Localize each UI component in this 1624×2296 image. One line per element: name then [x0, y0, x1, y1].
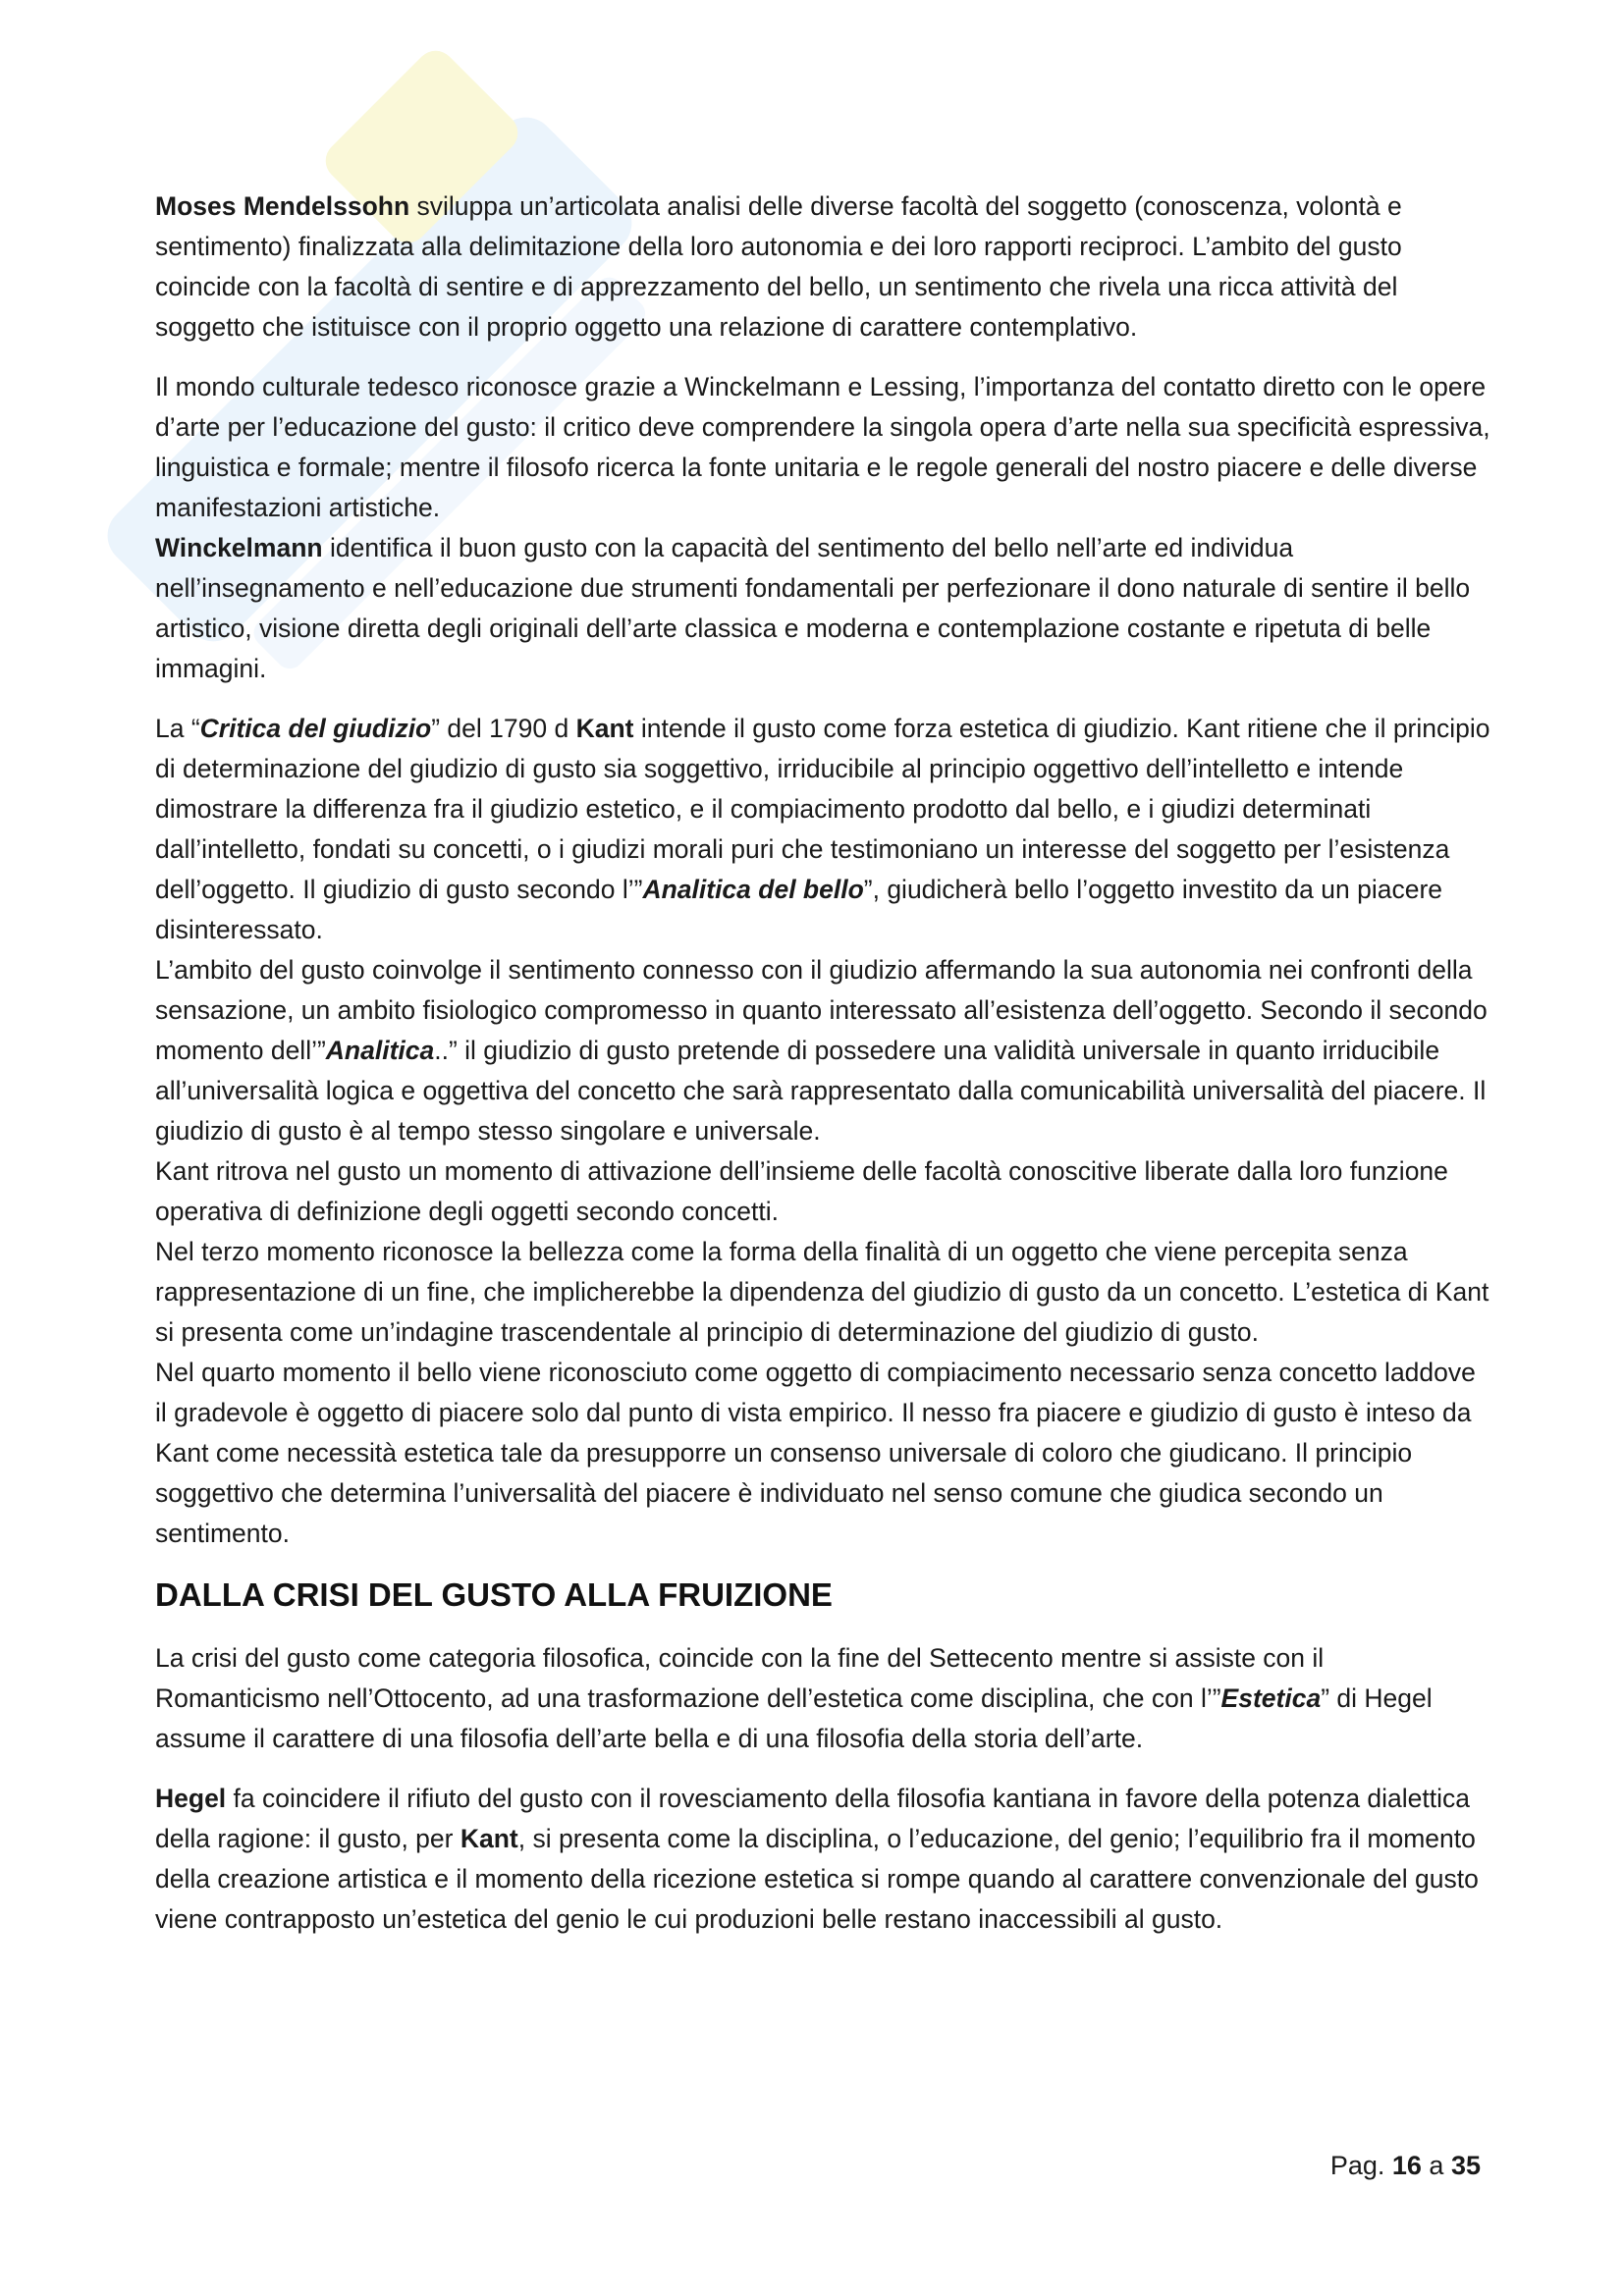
- title-analitica-bello: Analitica del bello: [642, 875, 864, 904]
- name-winckelmann: Winckelmann: [155, 533, 323, 562]
- name-hegel: Hegel: [155, 1784, 227, 1813]
- paragraph-faculties: Kant ritrova nel gusto un momento di attivazione dell’insieme delle facoltà conoscitive liberate dalla loro funzione operativa di definizione degli oggetti secondo concetti.: [155, 1156, 1448, 1226]
- paragraph-hegel: Hegel fa coincidere il rifiuto del gusto con il rovesciamento della filosofia kantiana in favore della potenza dialettica della ragione: il gusto, per Kant, si presenta come la disciplina, o l’educazione, del genio; l’equilibrio fra il momento della creazione artistica e il momento della ricezione estetica si rompe quando al carattere convenzionale del gusto viene contrapposto un’estetica del genio le cui produzioni belle restano inaccessibili al gusto.: [155, 1784, 1479, 1934]
- paragraph-kant-critica: La “Critica del giudizio” del 1790 d Kant intende il gusto come forza estetica di giudizio. Kant ritiene che il principio di determinazione del giudizio di gusto sia soggettivo, irriducibile al principio oggettivo dell’intelletto e intende dimostrare la differenza fra il giudizio estetico, e il compiacimento prodotto dal bello, e i giudizi determinati dall’intelletto, fondati su concetti, o i giudizi morali puri che testimoniano un interesse del soggetto per l’esistenza dell’oggetto. Il giudizio di gusto secondo l’”Analitica del bello”, giudicherà bello l’oggetto investito da un piacere disinteressato.: [155, 714, 1490, 944]
- paragraph-second-moment: L’ambito del gusto coinvolge il sentimento connesso con il giudizio affermando la sua autonomia nei confronti della sensazione, un ambito fisiologico compromesso in quanto interessato all’esistenza dell’oggetto. Secondo il secondo momento dell’”Analitica..” il giudizio di gusto pretende di possedere una validità universale in quanto irriducibile all’universalità logica e oggettiva del concetto che sarà rappresentato dalla comunicabilità universalità del piacere. Il giudizio di gusto è al tempo stesso singolare e universale.: [155, 955, 1488, 1146]
- title-estetica: Estetica: [1220, 1683, 1322, 1713]
- name-mendelssohn: Moses Mendelssohn: [155, 191, 410, 221]
- paragraph-mendelssohn: Moses Mendelssohn sviluppa un’articolata analisi delle diverse facoltà del soggetto (conoscenza, volontà e sentimento) finalizzata alla delimitazione della loro autonomia e dei loro rapporti reciproci. L’ambito del gusto coincide con la facoltà di sentire e di apprezzamento del bello, un sentimento che rivela una ricca attività del soggetto che istituisce con il proprio oggetto una relazione di carattere contemplativo.: [155, 191, 1402, 342]
- name-kant: Kant: [575, 714, 634, 743]
- paragraph-culture: Il mondo culturale tedesco riconosce grazie a Winckelmann e Lessing, l’importanza del contatto diretto con le opere d’arte per l’educazione del gusto: il critico deve comprendere la singola opera d’arte nella sua specificità espressiva, linguistica e formale; mentre il filosofo ricerca la fonte unitaria e le regole generali del nostro piacere e delle diverse manifestazioni artistiche.: [155, 372, 1490, 522]
- paragraph-crisis: La crisi del gusto come categoria filosofica, coincide con la fine del Settecento mentre si assiste con il Romanticismo nell’Ottocento, ad una trasformazione dell’estetica come disciplina, che con l’”Estetica” di Hegel assume il carattere di una filosofia dell’arte bella e di una filosofia della storia dell’arte.: [155, 1643, 1433, 1753]
- title-critica: Critica del giudizio: [199, 714, 432, 743]
- current-page: 16: [1391, 2151, 1422, 2180]
- paragraph-third-moment: Nel terzo momento riconosce la bellezza come la forma della finalità di un oggetto che viene percepita senza rappresentazione di un fine, che implicherebbe la dipendenza del giudizio di gusto da un concetto. L’estetica di Kant si presenta come un’indagine trascendentale al principio di determinazione del giudizio di gusto.: [155, 1237, 1489, 1347]
- total-pages: 35: [1450, 2151, 1481, 2180]
- paragraph-fourth-moment: Nel quarto momento il bello viene riconosciuto come oggetto di compiacimento necessario senza concetto laddove il gradevole è oggetto di piacere solo dal punto di vista empirico. Il nesso fra piacere e giudizio di gusto è inteso da Kant come necessità estetica tale da presupporre un consenso universale di coloro che giudicano. Il principio soggettivo che determina l’universalità del piacere è individuato nel senso comune che giudica secondo un sentimento.: [155, 1358, 1476, 1548]
- paragraph-winckelmann: Winckelmann identifica il buon gusto con la capacità del sentimento del bello nell’arte ed individua nell’insegnamento e nell’educazione due strumenti fondamentali per perfezionare il dono naturale di sentire il bello artistico, visione diretta degli originali dell’arte classica e moderna e contemplazione costante e ripetuta di belle immagini.: [155, 533, 1471, 683]
- page-number: Pag. 16 a 35: [1329, 2151, 1481, 2180]
- name-kant-2: Kant: [460, 1824, 518, 1853]
- document-body: [155, 187, 1490, 1959]
- section-heading: DALLA CRISI DEL GUSTO ALLA FRUIZIONE: [155, 1576, 833, 1613]
- title-analitica: Analitica: [325, 1036, 435, 1065]
